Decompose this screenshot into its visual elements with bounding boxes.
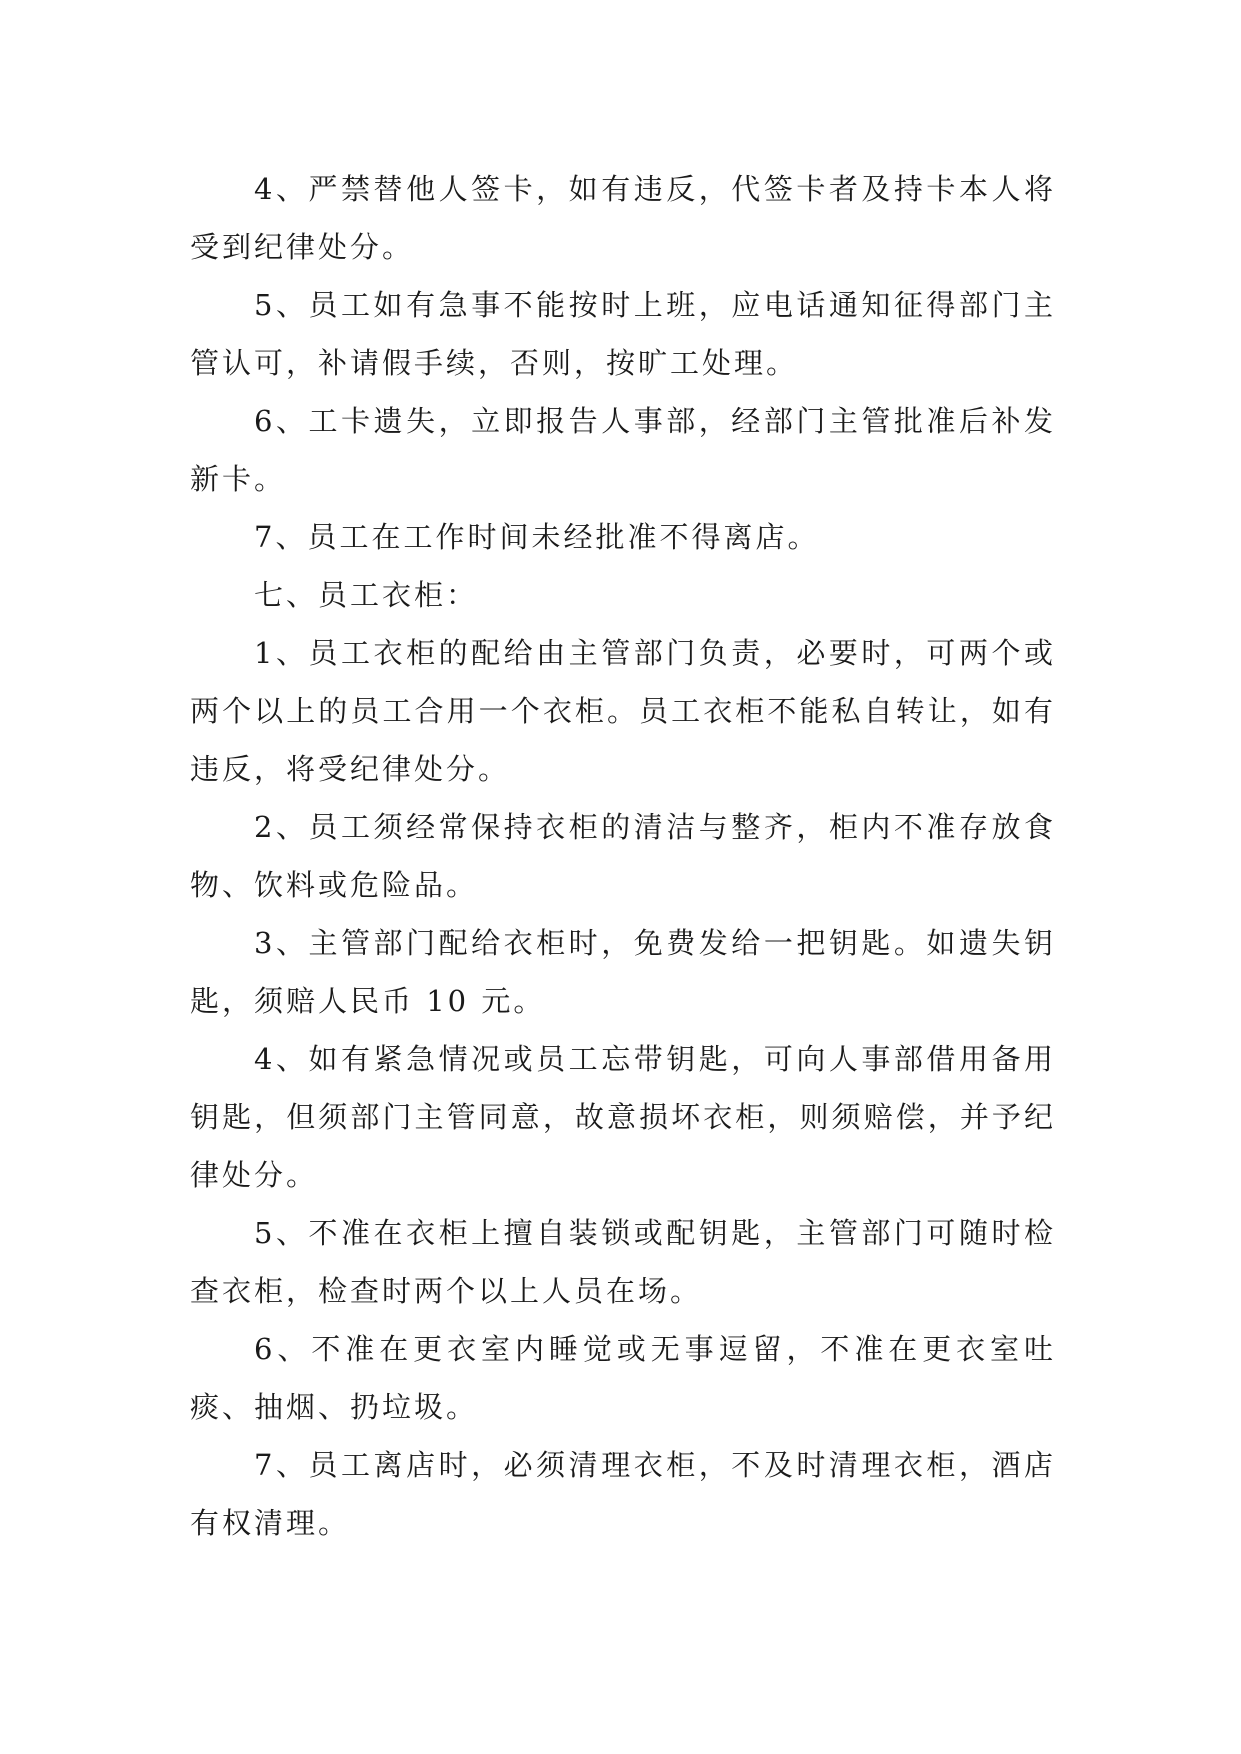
paragraph-sign-card: 4、严禁替他人签卡，如有违反，代签卡者及持卡本人将受到纪律处分。 bbox=[190, 172, 1056, 264]
paragraph-spare-key: 4、如有紧急情况或员工忘带钥匙，可向人事部借用备用钥匙，但须部门主管同意，故意损坏衣柜，则须赔偿，并予纪律处分。 bbox=[190, 1042, 1056, 1192]
paragraph-no-locks: 5、不准在衣柜上擅自装锁或配钥匙，主管部门可随时检查衣柜，检查时两个以上人员在场。 bbox=[190, 1216, 1056, 1308]
document-body bbox=[190, 160, 1056, 1552]
section-heading-lockers: 七、员工衣柜： bbox=[254, 578, 479, 612]
paragraph-leave-hotel: 7、员工在工作时间未经批准不得离店。 bbox=[254, 520, 820, 554]
paragraph-locker-key: 3、主管部门配给衣柜时，免费发给一把钥匙。如遗失钥匙，须赔人民币 10 元。 bbox=[190, 926, 1056, 1018]
paragraph-urgent-matter: 5、员工如有急事不能按时上班，应电话通知征得部门主管认可，补请假手续，否则，按旷工处理。 bbox=[190, 288, 1056, 380]
paragraph-locker-cleanliness: 2、员工须经常保持衣柜的清洁与整齐，柜内不准存放食物、饮料或危险品。 bbox=[190, 810, 1056, 902]
paragraph-locker-allocation: 1、员工衣柜的配给由主管部门负责，必要时，可两个或两个以上的员工合用一个衣柜。员工衣柜不能私自转让，如有违反，将受纪律处分。 bbox=[190, 636, 1056, 786]
paragraph-lost-card: 6、工卡遗失，立即报告人事部，经部门主管批准后补发新卡。 bbox=[190, 404, 1056, 496]
paragraph-leaving-clearance: 7、员工离店时，必须清理衣柜，不及时清理衣柜，酒店有权清理。 bbox=[190, 1448, 1056, 1540]
paragraph-changing-room: 6、不准在更衣室内睡觉或无事逗留，不准在更衣室吐痰、抽烟、扔垃圾。 bbox=[190, 1332, 1056, 1424]
